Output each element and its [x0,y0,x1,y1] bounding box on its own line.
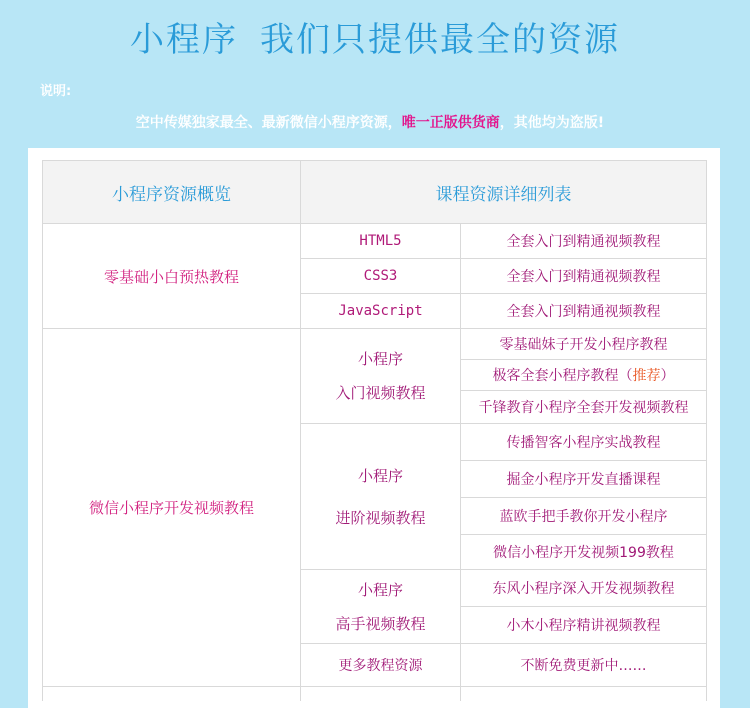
group-expert [301,570,461,644]
tail-cell-2 [301,687,461,702]
group-advanced-line2: 进阶视频教程 [335,508,426,527]
course-advanced-2: 掘金小程序开发直播课程 [461,461,707,498]
group-advanced-line1: 小程序 [357,466,403,485]
tech-html5: HTML5 [301,224,461,259]
detail-header: 课程资源详细列表 [301,161,707,224]
table-tail-row [43,687,707,702]
group-advanced [301,424,461,570]
more-resources-note: 不断免费更新中…… [461,644,707,687]
title-part-2: 我们只提供最全的资源 [260,20,620,60]
note-label: 说明: [40,84,72,99]
group-entry-line2: 入门视频教程 [335,384,426,402]
table-header-row [43,161,707,224]
recommend-close: ） [660,368,675,384]
course-entry-2-text: 极客全套小程序教程（ [492,368,633,384]
tech-javascript: JavaScript [301,294,461,329]
page-title [0,12,750,61]
course-advanced-4: 微信小程序开发视频199教程 [461,535,707,570]
course-entry-2 [461,360,707,391]
note-text [0,112,740,132]
table-row [43,224,707,259]
group-expert-line2: 高手视频教程 [335,614,426,633]
resource-panel [28,148,720,708]
note-highlight: 唯一正版供货商 [401,115,500,131]
overview-header: 小程序资源概览 [43,161,301,224]
course-expert-2: 小木小程序精讲视频教程 [461,607,707,644]
category-beginner: 零基础小白预热教程 [43,224,301,329]
recommend-tag: 推荐 [632,368,661,384]
category-wechat: 微信小程序开发视频教程 [43,329,301,687]
course-html5: 全套入门到精通视频教程 [461,224,707,259]
course-css3: 全套入门到精通视频教程 [461,259,707,294]
note-after: ，其他均为盗版! [499,115,605,131]
course-advanced-1: 传播智客小程序实战教程 [461,424,707,461]
course-entry-1: 零基础妹子开发小程序教程 [461,329,707,360]
tail-cell-1 [43,687,301,702]
course-advanced-3: 蓝欧手把手教你开发小程序 [461,498,707,535]
course-javascript: 全套入门到精通视频教程 [461,294,707,329]
resource-table [42,160,707,701]
tail-cell-3 [461,687,707,702]
course-expert-1: 东风小程序深入开发视频教程 [461,570,707,607]
tech-css3: CSS3 [301,259,461,294]
note-before: 空中传媒独家最全、最新微信小程序资源， [135,115,402,131]
title-part-1: 小程序 [130,20,238,60]
group-entry [301,329,461,424]
course-entry-3: 千锋教育小程序全套开发视频教程 [461,391,707,424]
table-row [43,329,707,360]
group-entry-line1: 小程序 [357,350,403,368]
group-expert-line1: 小程序 [357,580,403,599]
more-resources-label: 更多教程资源 [301,644,461,687]
